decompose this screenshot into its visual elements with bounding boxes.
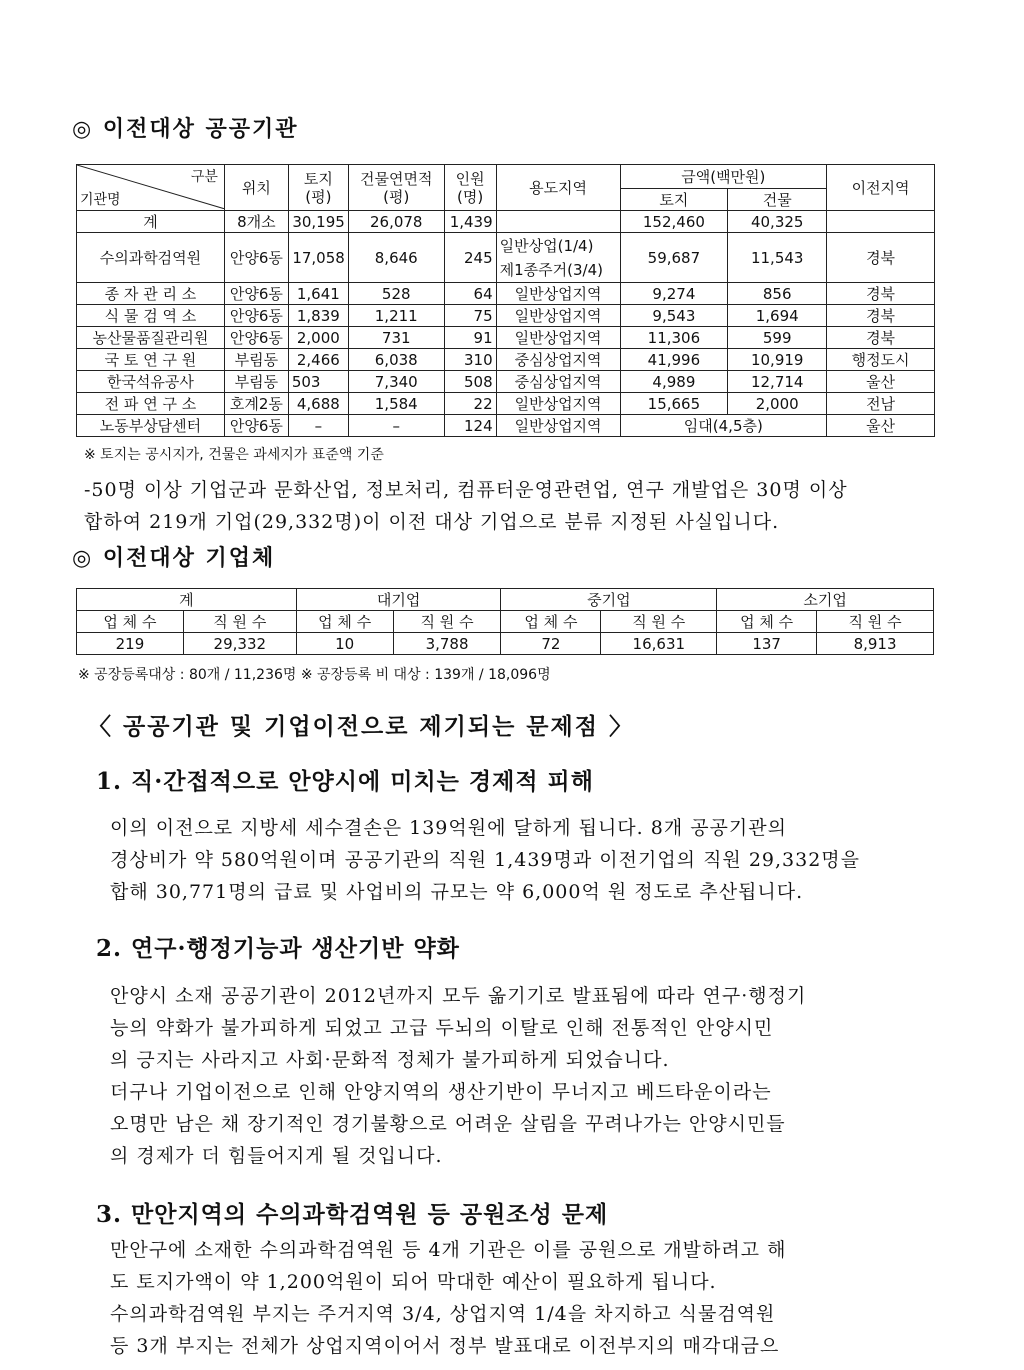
cell-value: 8,913: [817, 633, 934, 655]
sub-count: 업 체 수: [717, 611, 817, 633]
cell-staff: 64: [444, 283, 496, 305]
cell-amt-land: 9,543: [620, 305, 728, 327]
header-land: 토지 (평): [288, 165, 348, 211]
table-row: [77, 305, 935, 327]
cell-land: –: [288, 415, 348, 437]
section-title-public-agencies: ◎ 이전대상 공공기관: [72, 116, 299, 142]
subsection-3-body: [110, 1234, 970, 1362]
cell-amt-building: 1,694: [728, 305, 827, 327]
cell-value: 10: [296, 633, 393, 655]
cell-staff: 75: [444, 305, 496, 327]
cell-value: 219: [77, 633, 184, 655]
cell-value: 16,631: [601, 633, 717, 655]
cell-amt-building: 11,543: [728, 233, 827, 283]
subsection-3-heading: 3. 만안지역의 수의과학검역원 등 공원조성 문제: [96, 1201, 609, 1228]
cell-location: 호계2동: [224, 393, 288, 415]
table-row: [77, 283, 935, 305]
paragraph-line: 이의 이전으로 지방세 세수결손은 139억원에 달하게 됩니다. 8개 공공기관의: [110, 817, 787, 839]
header-zone: 용도지역: [496, 165, 620, 211]
cell-dest: 경북: [827, 233, 935, 283]
cell-location: 안양6동: [224, 283, 288, 305]
main-heading: 〈 공공기관 및 기업이전으로 제기되는 문제점 〉: [88, 713, 634, 740]
cell-building: 528: [348, 283, 444, 305]
paragraph-line: 능의 약화가 불가피하게 되었고 고급 두뇌의 이탈로 인해 전통적인 안양시민: [110, 1017, 774, 1039]
table-row: [77, 371, 935, 393]
table-row: [77, 327, 935, 349]
cell-dest: 경북: [827, 305, 935, 327]
sub-count: 업 체 수: [77, 611, 184, 633]
cell-dest: [827, 211, 935, 233]
cell-name: 종 자 관 리 소: [77, 283, 225, 305]
cell-staff: 124: [444, 415, 496, 437]
cell-amt-land: 9,274: [620, 283, 728, 305]
cell-amt-land: 11,306: [620, 327, 728, 349]
table-row: [77, 633, 934, 655]
cell-dest: 행정도시: [827, 349, 935, 371]
cell-building: –: [348, 415, 444, 437]
enterprise-paragraph: [84, 474, 954, 538]
cell-amt-building: 856: [728, 283, 827, 305]
header-diagonal-cell: [77, 165, 225, 211]
group-small: 소기업: [717, 589, 934, 611]
cell-value: 137: [717, 633, 817, 655]
cell-building: 26,078: [348, 211, 444, 233]
cell-zone: 일반상업(1/4) 제1종주거(3/4): [496, 233, 620, 283]
cell-staff: 508: [444, 371, 496, 393]
cell-staff: 310: [444, 349, 496, 371]
cell-location: 안양6동: [224, 415, 288, 437]
cell-name: 국 토 연 구 원: [77, 349, 225, 371]
table2-footnote: ※ 공장등록대상 : 80개 / 11,236명 ※ 공장등록 비 대상 : 139개 / 18,096명: [78, 667, 551, 683]
cell-amt-building: 10,919: [728, 349, 827, 371]
sub-staff: 직 원 수: [393, 611, 501, 633]
cell-location: 안양6동: [224, 327, 288, 349]
cell-name: 한국석유공사: [77, 371, 225, 393]
cell-amt-building: 12,714: [728, 371, 827, 393]
cell-amt-land: 152,460: [620, 211, 728, 233]
header-amount-land: 토지: [620, 189, 728, 211]
paragraph-line: 등 3개 부지는 전체가 상업지역이어서 정부 발표대로 이전부지의 매각대금으: [110, 1335, 780, 1357]
cell-dest: 경북: [827, 283, 935, 305]
table-row: [77, 233, 935, 283]
cell-location: 부림동: [224, 349, 288, 371]
cell-name: 계: [77, 211, 225, 233]
cell-land: 1,839: [288, 305, 348, 327]
header-building-area: 건물연면적 (평): [348, 165, 444, 211]
subsection-1-body: [110, 812, 970, 908]
table-row-total: [77, 211, 935, 233]
cell-zone: 중심상업지역: [496, 349, 620, 371]
cell-location: 안양6동: [224, 233, 288, 283]
cell-value: 72: [501, 633, 601, 655]
table1-footnote: ※ 토지는 공시지가, 건물은 과세지가 표준액 기준: [84, 447, 384, 463]
group-medium: 중기업: [501, 589, 717, 611]
cell-name: 농산물품질관리원: [77, 327, 225, 349]
header-location: 위치: [224, 165, 288, 211]
cell-land: 503: [288, 371, 348, 393]
paragraph-line: 합하여 219개 기업(29,332명)이 이전 대상 기업으로 분류 지정된 사실입니다.: [84, 511, 780, 533]
cell-building: 731: [348, 327, 444, 349]
paragraph-line: 경상비가 약 580억원이며 공공기관의 직원 1,439명과 이전기업의 직원 29,332명을: [110, 849, 861, 871]
cell-name: 전 파 연 구 소: [77, 393, 225, 415]
sub-staff: 직 원 수: [183, 611, 296, 633]
paragraph-line: 오명만 남은 채 장기적인 경기불황으로 어려운 살림을 꾸려나가는 안양시민들: [110, 1113, 786, 1135]
paragraph-line: 도 토지가액이 약 1,200억원이 되어 막대한 예산이 필요하게 됩니다.: [110, 1271, 717, 1293]
header-gigwan: 기관명: [80, 192, 121, 208]
cell-amt-land: 4,989: [620, 371, 728, 393]
section-title-enterprises: ◎ 이전대상 기업체: [72, 545, 276, 571]
sub-count: 업 체 수: [296, 611, 393, 633]
cell-zone: 일반상업지역: [496, 283, 620, 305]
cell-land: 4,688: [288, 393, 348, 415]
table-row: [77, 393, 935, 415]
cell-dest: 울산: [827, 371, 935, 393]
header-destination: 이전지역: [827, 165, 935, 211]
cell-land: 2,000: [288, 327, 348, 349]
subsection-2-heading: 2. 연구·행정기능과 생산기반 약화: [96, 935, 460, 962]
group-total: 계: [77, 589, 297, 611]
cell-land: 2,466: [288, 349, 348, 371]
header-gubun: 구분: [190, 169, 218, 185]
cell-amt-building: 599: [728, 327, 827, 349]
paragraph-line: 의 긍지는 사라지고 사회·문화적 정체가 불가피하게 되었습니다.: [110, 1049, 670, 1071]
cell-building: 7,340: [348, 371, 444, 393]
sub-staff: 직 원 수: [817, 611, 934, 633]
cell-zone: 일반상업지역: [496, 393, 620, 415]
subsection-1-heading: 1. 직·간접적으로 안양시에 미치는 경제적 피해: [96, 768, 594, 795]
cell-amt-building: 2,000: [728, 393, 827, 415]
cell-staff: 91: [444, 327, 496, 349]
cell-building: 1,211: [348, 305, 444, 327]
cell-amt-land: 41,996: [620, 349, 728, 371]
cell-name: 식 물 검 역 소: [77, 305, 225, 327]
paragraph-line: 합해 30,771명의 급료 및 사업비의 규모는 약 6,000억 원 정도로 추산됩니다.: [110, 881, 804, 903]
header-amount: 금액(백만원): [620, 165, 827, 189]
cell-location: 안양6동: [224, 305, 288, 327]
header-amount-building: 건물: [728, 189, 827, 211]
paragraph-line: 수의과학검역원 부지는 주거지역 3/4, 상업지역 1/4을 차지하고 식물검역원: [110, 1303, 776, 1325]
paragraph-line: 더구나 기업이전으로 인해 안양지역의 생산기반이 무너지고 베드타운이라는: [110, 1081, 772, 1103]
cell-location: 부림동: [224, 371, 288, 393]
paragraph-line: -50명 이상 기업군과 문화산업, 정보처리, 컴퓨터운영관련업, 연구 개발업은 30명 이상: [84, 479, 848, 501]
cell-zone: [496, 211, 620, 233]
cell-zone: 일반상업지역: [496, 305, 620, 327]
header-staff: 인원 (명): [444, 165, 496, 211]
sub-staff: 직 원 수: [601, 611, 717, 633]
cell-zone: 중심상업지역: [496, 371, 620, 393]
public-agency-table: [76, 164, 935, 437]
cell-location: 8개소: [224, 211, 288, 233]
cell-dest: 울산: [827, 415, 935, 437]
cell-name: 수의과학검역원: [77, 233, 225, 283]
sub-count: 업 체 수: [501, 611, 601, 633]
cell-name: 노동부상담센터: [77, 415, 225, 437]
cell-value: 29,332: [183, 633, 296, 655]
cell-zone: 일반상업지역: [496, 327, 620, 349]
cell-amt-land: 15,665: [620, 393, 728, 415]
cell-land: 1,641: [288, 283, 348, 305]
cell-land: 17,058: [288, 233, 348, 283]
cell-building: 6,038: [348, 349, 444, 371]
cell-staff: 1,439: [444, 211, 496, 233]
group-large: 대기업: [296, 589, 501, 611]
table-row: [77, 349, 935, 371]
cell-staff: 22: [444, 393, 496, 415]
cell-amt-building: 40,325: [728, 211, 827, 233]
paragraph-line: 만안구에 소재한 수의과학검역원 등 4개 기관은 이를 공원으로 개발하려고 해: [110, 1239, 787, 1261]
cell-land: 30,195: [288, 211, 348, 233]
cell-building: 1,584: [348, 393, 444, 415]
cell-amt-merged: 임대(4,5층): [620, 415, 827, 437]
cell-zone: 일반상업지역: [496, 415, 620, 437]
enterprise-table: [76, 588, 934, 655]
cell-dest: 경북: [827, 327, 935, 349]
table-row: [77, 415, 935, 437]
cell-value: 3,788: [393, 633, 501, 655]
cell-amt-land: 59,687: [620, 233, 728, 283]
cell-building: 8,646: [348, 233, 444, 283]
cell-staff: 245: [444, 233, 496, 283]
paragraph-line: 안양시 소재 공공기관이 2012년까지 모두 옮기기로 발표됨에 따라 연구·행정기: [110, 985, 807, 1007]
paragraph-line: 의 경제가 더 힘들어지게 될 것입니다.: [110, 1145, 443, 1167]
cell-dest: 전남: [827, 393, 935, 415]
subsection-2-body: [110, 980, 970, 1172]
